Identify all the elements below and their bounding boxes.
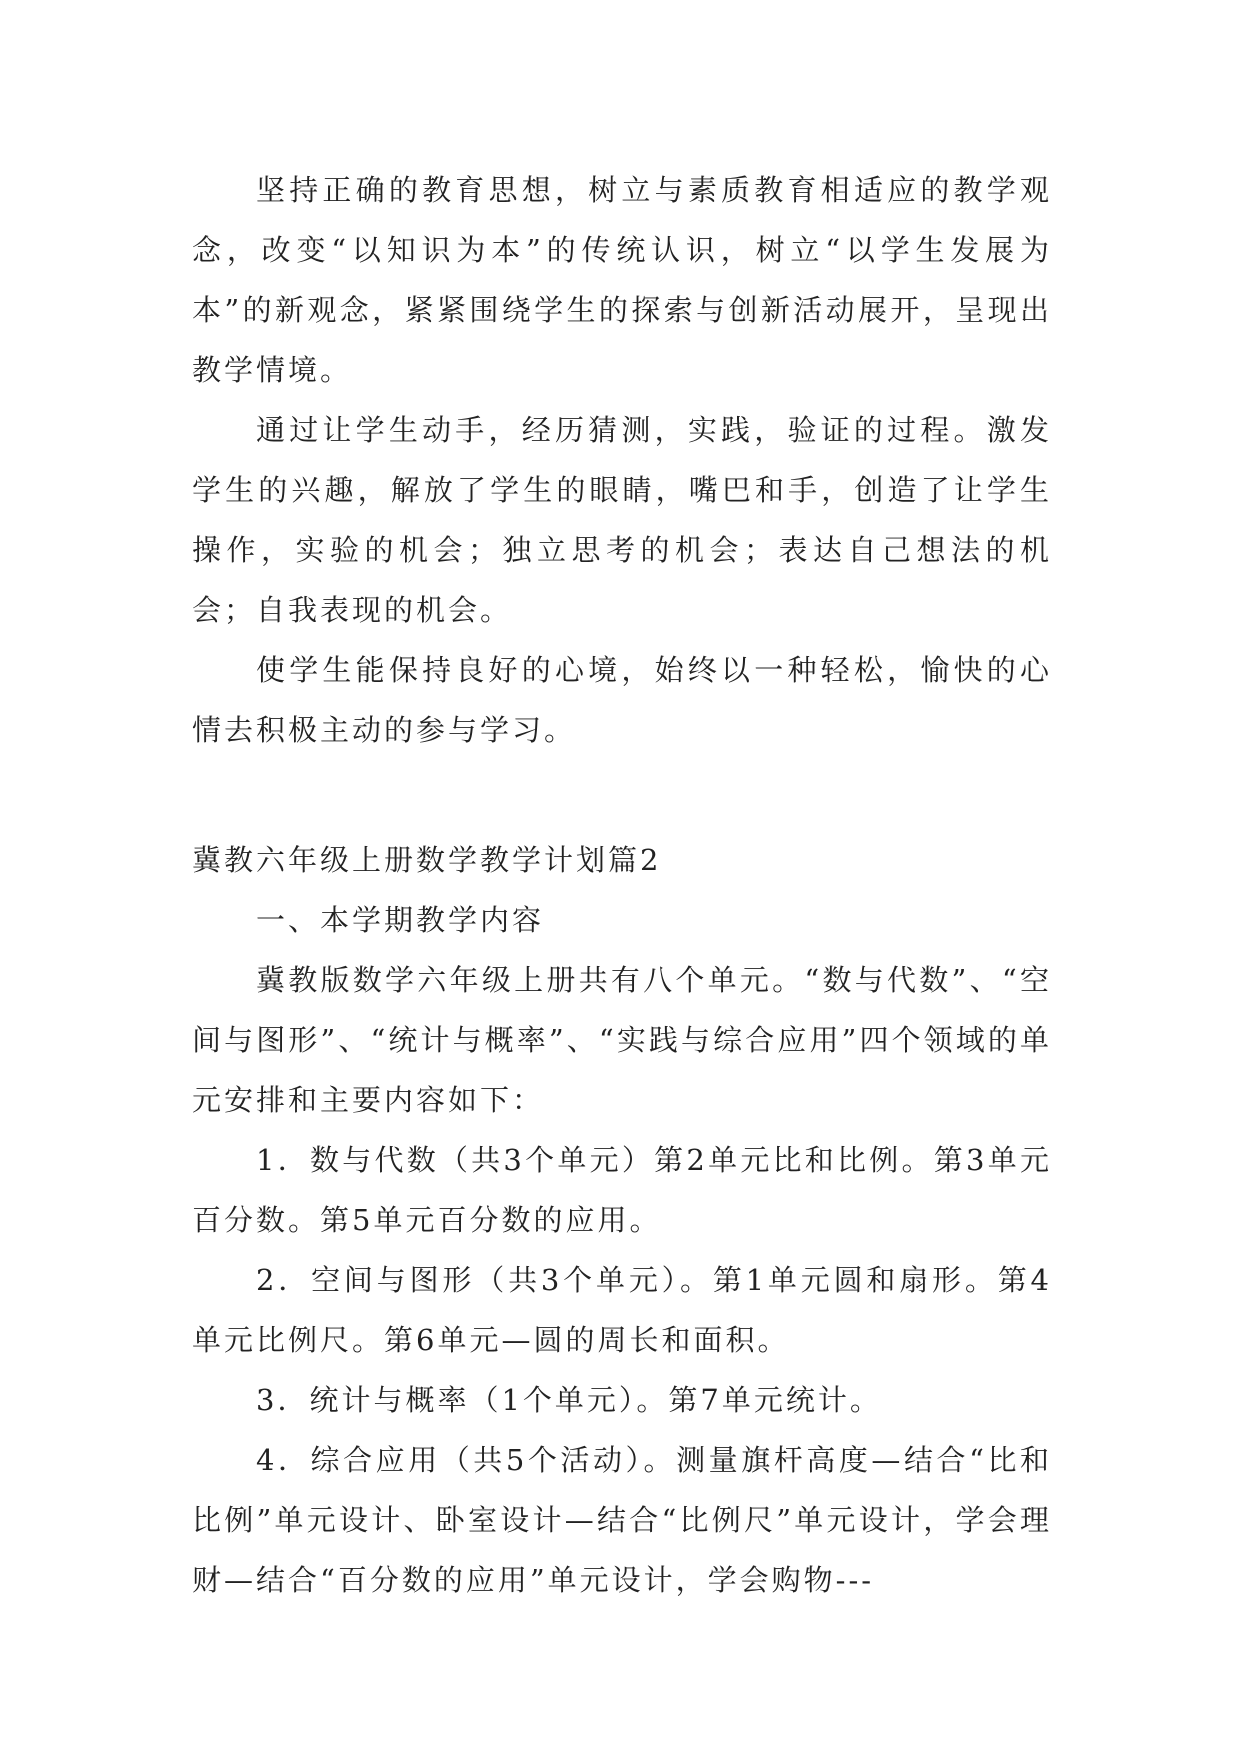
paragraph: 一、本学期教学内容	[256, 903, 545, 937]
paragraph: 3．统计与概率（1个单元）。第7单元统计。	[256, 1383, 882, 1417]
document-body	[192, 160, 1052, 1610]
paragraph: 2．空间与图形（共3个单元）。第1单元圆和扇形。第4单元比例尺。第6单元—圆的周长和面积。	[192, 1263, 1052, 1357]
paragraph: 4．综合应用（共5个活动）。测量旗杆高度—结合“比和比例”单元设计、卧室设计—结合“比例尺”单元设计，学会理财—结合“百分数的应用”单元设计，学会购物---	[192, 1443, 1052, 1597]
paragraph: 坚持正确的教育思想，树立与素质教育相适应的教学观念，改变“以知识为本”的传统认识，树立“以学生发展为本”的新观念，紧紧围绕学生的探索与创新活动展开，呈现出教学情境。	[192, 173, 1052, 387]
paragraph: 通过让学生动手，经历猜测，实践，验证的过程。激发学生的兴趣，解放了学生的眼睛，嘴巴和手，创造了让学生操作，实验的机会；独立思考的机会；表达自己想法的机会；自我表现的机会。	[192, 413, 1052, 627]
paragraph: 冀教版数学六年级上册共有八个单元。“数与代数”、“空间与图形”、“统计与概率”、“实践与综合应用”四个领域的单元安排和主要内容如下：	[192, 963, 1052, 1117]
section-title: 冀教六年级上册数学教学计划篇2	[192, 843, 662, 877]
paragraph: 1．数与代数（共3个单元）第2单元比和比例。第3单元百分数。第5单元百分数的应用。	[192, 1143, 1052, 1237]
paragraph: 使学生能保持良好的心境，始终以一种轻松，愉快的心情去积极主动的参与学习。	[192, 653, 1052, 747]
